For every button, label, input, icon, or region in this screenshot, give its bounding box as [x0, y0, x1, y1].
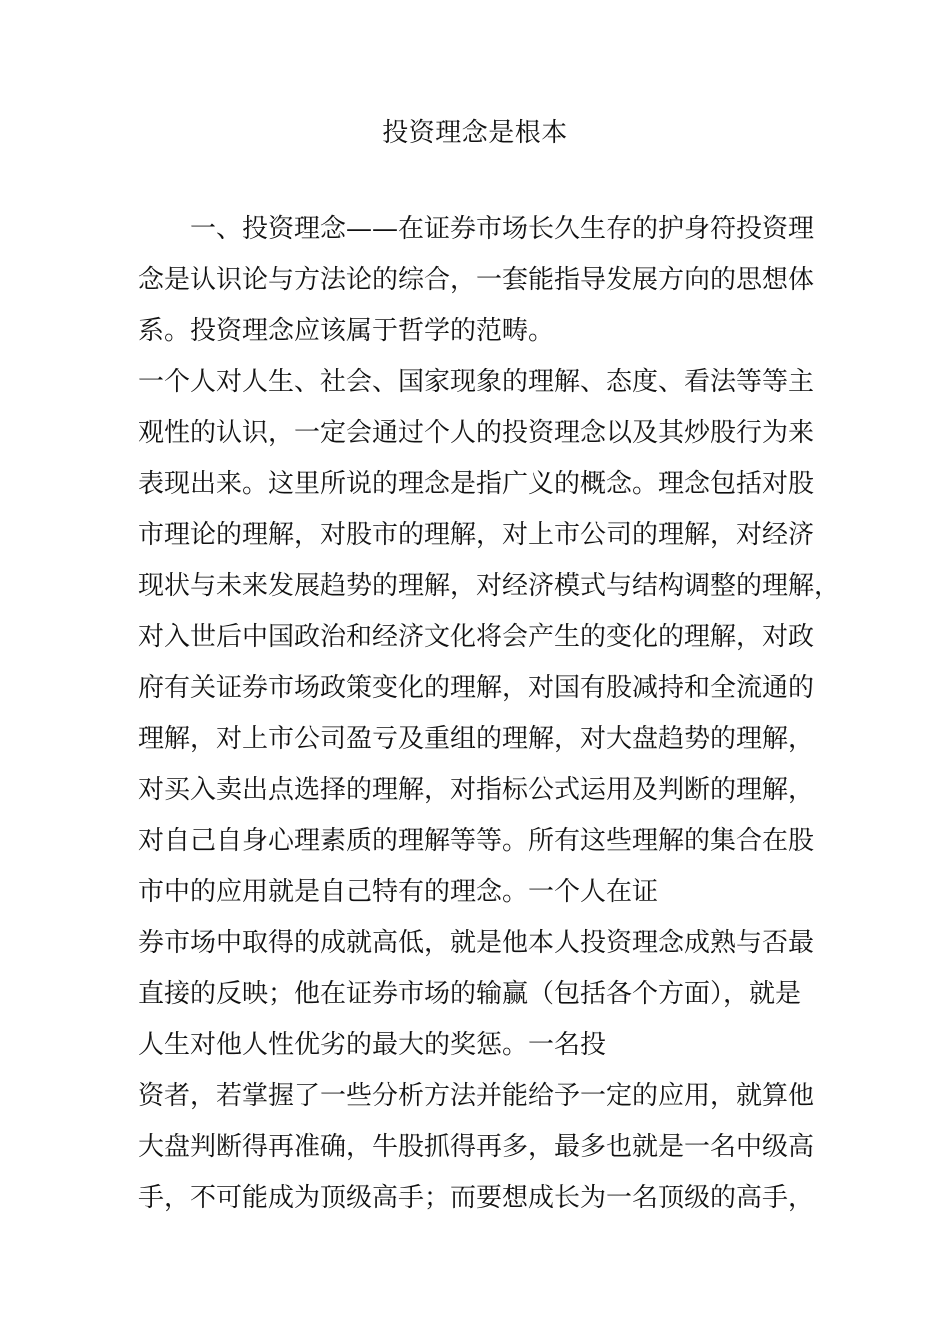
document-body — [138, 204, 841, 1224]
document-title: 投资理念是根本 — [382, 118, 568, 148]
paragraph-line: 一个人对人生、社会、国家现象的理解、态度、看法等等主 — [138, 367, 815, 397]
paragraph-line: 观性的认识，一定会通过个人的投资理念以及其炒股行为来 — [138, 418, 815, 448]
paragraph-line: 现状与未来发展趋势的理解，对经济模式与结构调整的理解， — [138, 571, 841, 601]
paragraph-line: 市中的应用就是自己特有的理念。一个人在证 — [138, 877, 659, 907]
paragraph-line: 券市场中取得的成就高低，就是他本人投资理念成熟与否最 — [138, 928, 815, 958]
paragraph-line: 对买入卖出点选择的理解，对指标公式运用及判断的理解， — [138, 775, 815, 805]
paragraph-line: 理解，对上市公司盈亏及重组的理解，对大盘趋势的理解， — [138, 724, 815, 754]
paragraph-line: 手，不可能成为顶级高手；而要想成长为一名顶级的高手， — [138, 1183, 815, 1213]
paragraph-line: 念是认识论与方法论的综合，一套能指导发展方向的思想体 — [138, 265, 815, 295]
paragraph-line: 一、投资理念——在证券市场长久生存的护身符投资理 — [190, 214, 815, 244]
paragraph-line: 对入世后中国政治和经济文化将会产生的变化的理解，对政 — [138, 622, 815, 652]
paragraph-line: 市理论的理解，对股市的理解，对上市公司的理解，对经济 — [138, 520, 815, 550]
paragraph-line: 对自己自身心理素质的理解等等。所有这些理解的集合在股 — [138, 826, 815, 856]
paragraph-line: 人生对他人性优劣的最大的奖惩。一名投 — [138, 1030, 607, 1060]
paragraph-line: 府有关证券市场政策变化的理解，对国有股减持和全流通的 — [138, 673, 815, 703]
paragraph-line: 大盘判断得再准确，牛股抓得再多，最多也就是一名中级高 — [138, 1132, 815, 1162]
paragraph-line: 直接的反映；他在证券市场的输赢（包括各个方面），就是 — [138, 979, 802, 1009]
paragraph-line: 系。投资理念应该属于哲学的范畴。 — [138, 316, 555, 346]
paragraph-line: 资者，若掌握了一些分析方法并能给予一定的应用，就算他 — [138, 1081, 815, 1111]
paragraph-line: 表现出来。这里所说的理念是指广义的概念。理念包括对股 — [138, 469, 815, 499]
